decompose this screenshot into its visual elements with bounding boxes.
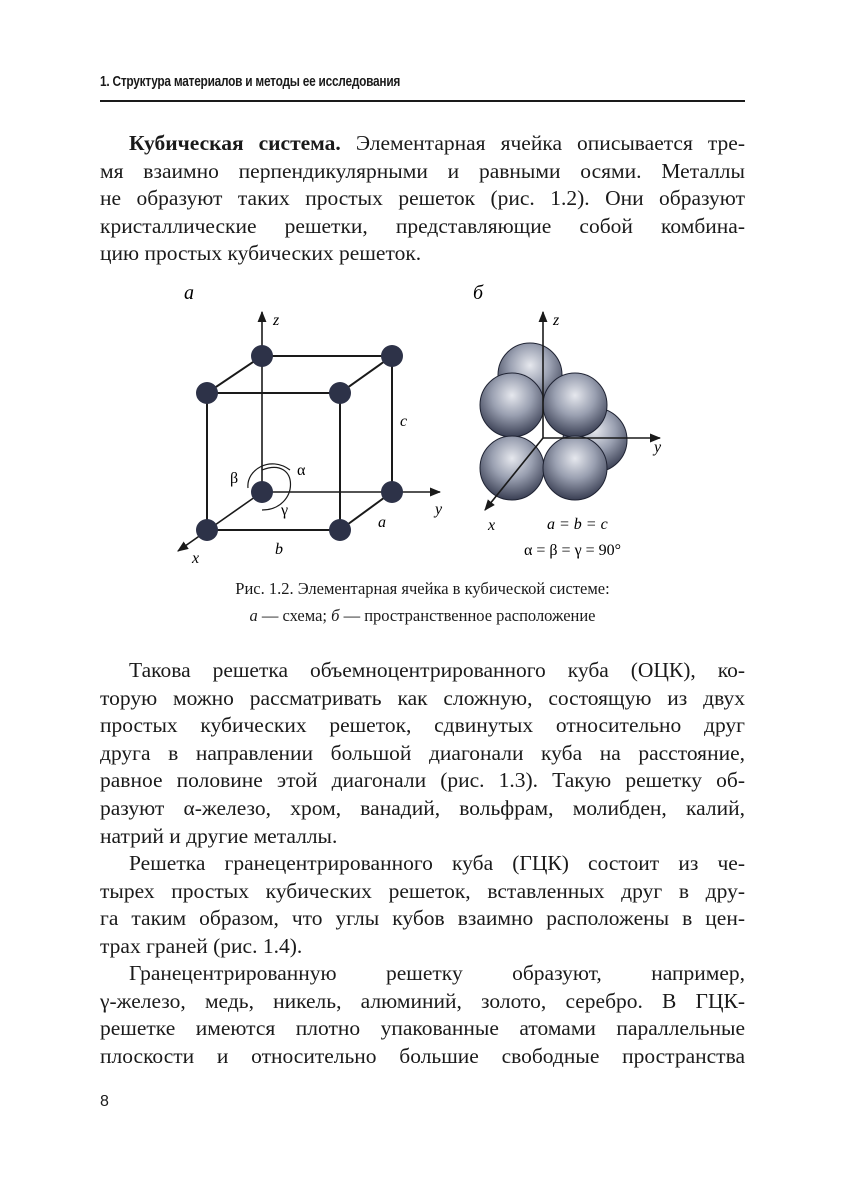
atom-node xyxy=(329,519,351,541)
label-b: b xyxy=(275,541,283,558)
paragraph-line: γ-железо, медь, никель, алюминий, золото, серебро. В ГЦК- xyxy=(100,988,745,1013)
paragraph-line: плоскости и относительно большие свободные пространства xyxy=(100,1043,745,1068)
label-z: z xyxy=(273,312,280,329)
atom-node xyxy=(251,345,273,367)
atom-node xyxy=(381,481,403,503)
paragraph-line: простых кубических решеток, сдвинутых относительно друг xyxy=(100,713,745,738)
paragraph-fcc xyxy=(100,850,745,960)
paragraph-line: цию простых кубических решеток. xyxy=(100,241,422,266)
label-beta: β xyxy=(230,470,239,487)
label-y-right: y xyxy=(654,439,662,456)
paragraph-line: торую можно рассматривать как сложную, состоящую из двух xyxy=(100,685,745,710)
header-rule xyxy=(100,100,745,102)
paragraph-fcc-metals xyxy=(100,960,745,1070)
label-a: a xyxy=(378,514,386,531)
atom-node xyxy=(381,345,403,367)
term-heading: Кубическая система. xyxy=(129,131,341,155)
figure-caption-legend: а — схема; б — пространственное расположение xyxy=(249,606,596,625)
atom-node xyxy=(329,382,351,404)
label-c: c xyxy=(400,413,408,430)
sphere xyxy=(480,373,544,437)
sphere xyxy=(543,373,607,437)
paragraph-line: Такова решетка объемноцентрированного куба (ОЦК), ко- xyxy=(129,658,745,682)
paragraph-line: натрий и другие металлы. xyxy=(100,823,338,848)
equation-angles: α = β = γ = 90° xyxy=(524,542,622,559)
paragraph-line: тырех простых кубических решеток, вставленных друг в дру- xyxy=(100,878,745,903)
label-x-right: x xyxy=(488,517,496,534)
page-number: 8 xyxy=(100,1093,109,1110)
paragraph-bcc xyxy=(100,657,745,850)
paragraph-line: трах граней (рис. 1.4). xyxy=(100,933,303,958)
paragraph-line: разуют α-железо, хром, ванадий, вольфрам, молибден, калий, xyxy=(100,795,745,820)
atom-nodes xyxy=(196,345,403,541)
paragraph-line: мя взаимно перпендикулярными и равными осями. Металлы xyxy=(100,158,745,183)
cube-schematic xyxy=(207,356,392,530)
paragraph-line: Гранецентрированную решетку образуют, например, xyxy=(129,961,745,985)
sphere xyxy=(543,436,607,500)
label-gamma: γ xyxy=(281,502,289,519)
paragraph-line: Решетка гранецентрированного куба (ГЦК) состоит из че- xyxy=(129,851,745,875)
paragraph-line: равное половине этой диагонали (рис. 1.3). Такую решетку об- xyxy=(100,768,745,793)
label-z-right: z xyxy=(553,312,560,329)
atom-node xyxy=(196,382,218,404)
sphere-packing xyxy=(480,343,627,500)
equation-abc: a = b = c xyxy=(547,516,608,533)
atom-node xyxy=(251,481,273,503)
running-header: 1. Структура материалов и методы ее исследования xyxy=(100,74,401,90)
figure-cubic-cell xyxy=(160,280,680,570)
paragraph-cubic-system-cont xyxy=(100,158,745,268)
paragraph-line: Кубическая система. Элементарная ячейка описывается тре- xyxy=(129,131,745,155)
paragraph-line: га таким образом, что углы кубов взаимно расположены в цен- xyxy=(100,906,745,931)
figure-caption-title: Рис. 1.2. Элементарная ячейка в кубической системе: xyxy=(235,579,610,598)
label-y: y xyxy=(435,501,443,518)
sphere xyxy=(480,436,544,500)
panel-label-a: а xyxy=(184,282,194,304)
x-axis xyxy=(178,492,262,551)
panel-label-b: б xyxy=(473,282,484,304)
atom-node xyxy=(196,519,218,541)
paragraph-line: не образуют таких простых решеток (рис. 1.2). Они образуют xyxy=(100,186,745,211)
paragraph-line: кристаллические решетки, представляющие собой комбина- xyxy=(100,213,745,238)
paragraph-line: решетке имеются плотно упакованные атомами параллельные xyxy=(100,1016,745,1041)
label-x: x xyxy=(192,550,200,567)
label-alpha: α xyxy=(297,462,306,479)
paragraph-line: друга в направлении большой диагонали куба на расстояние, xyxy=(100,740,745,765)
paragraph-cubic-system xyxy=(100,130,745,158)
